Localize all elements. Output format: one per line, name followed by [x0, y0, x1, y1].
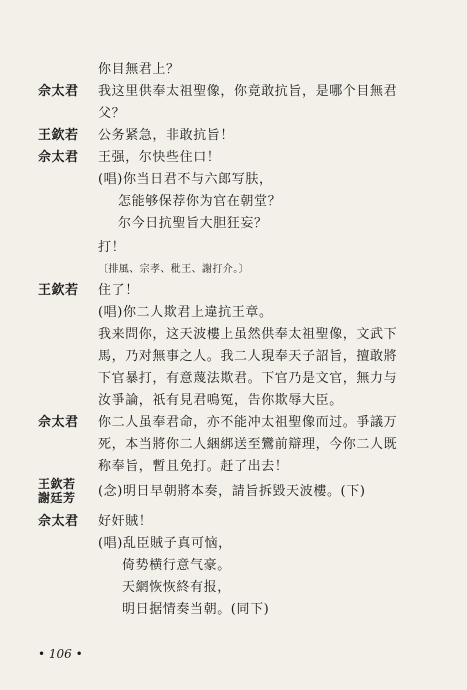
speaker-name-second: 謝廷芳 [38, 491, 76, 505]
speaker-name: 佘太君 [38, 415, 79, 430]
speaker-name: 王欽若 [38, 283, 79, 298]
speaker-name: 王欽若 [38, 477, 76, 491]
dialogue-line: 尔今日抗聖旨大胆狂妄？ [118, 216, 268, 231]
dialogue-line: 父？ [98, 106, 126, 121]
dialogue-line: 打！ [98, 240, 126, 255]
dialogue-line: 你目無君上？ [98, 62, 180, 77]
page-number: • 106 • [38, 647, 83, 661]
dialogue-line: (唱)乱臣賊子真可恼， [98, 536, 232, 551]
dialogue-line: (唱)你二人欺君上違抗王章。 [98, 305, 273, 320]
speaker-name: 王欽若 [38, 128, 79, 143]
dialogue-line: 天網恢恢終有报， [122, 580, 231, 595]
dialogue-line: 汝爭論，祇有見君鳴冤，告你欺辱大臣。 [98, 393, 343, 408]
dialogue-line: 倚势横行意气豪。 [122, 558, 231, 573]
speaker-name: 佘太君 [38, 84, 79, 99]
dialogue-line: 住了！ [98, 283, 139, 298]
dialogue-line: 我来問你，这天波樓上虽然供奉太祖聖像，文武下 [98, 327, 398, 342]
dialogue-line: 好奸賊！ [98, 514, 153, 529]
dialogue-line: 王强，尔快些住口！ [98, 150, 221, 165]
dialogue-line: (唱)你当日君不与六郎写肤， [98, 172, 273, 187]
dialogue-line: 我这里供奉太祖聖像，你竟敢抗旨，是哪个目無君 [98, 84, 398, 99]
dialogue-line: 馬，乃对無事之人。我二人現奉天子詔旨，擅敢將 [98, 349, 398, 364]
speaker-name: 佘太君 [38, 150, 79, 165]
dialogue-line: 公务紧急，非敢抗旨！ [98, 128, 235, 143]
dialogue-line: 你二人虽奉君命，亦不能冲太祖聖像而过。爭議万 [98, 415, 398, 430]
dialogue-line: 怎能够保荐你为官在朝堂？ [118, 194, 282, 209]
dialogue-line: 死，本当將你二人綑綁送至鸞前辯理，今你二人既 [98, 437, 398, 452]
dialogue-line: 称奉旨，暫且免打。赶了出去！ [98, 459, 289, 474]
dialogue-line: 下官暴打，有意蔑法欺君。下官乃是文官，無力与 [98, 371, 398, 386]
dialogue-line: 明日据情奏当朝。(同下) [122, 602, 270, 617]
stage-direction: 〔排風、宗孝、秕王、謝打介。〕 [98, 264, 249, 275]
dialogue-line: (念)明日早朝將本奏，請旨拆毀天波樓。(下) [98, 484, 366, 499]
speaker-name: 佘太君 [38, 514, 79, 529]
